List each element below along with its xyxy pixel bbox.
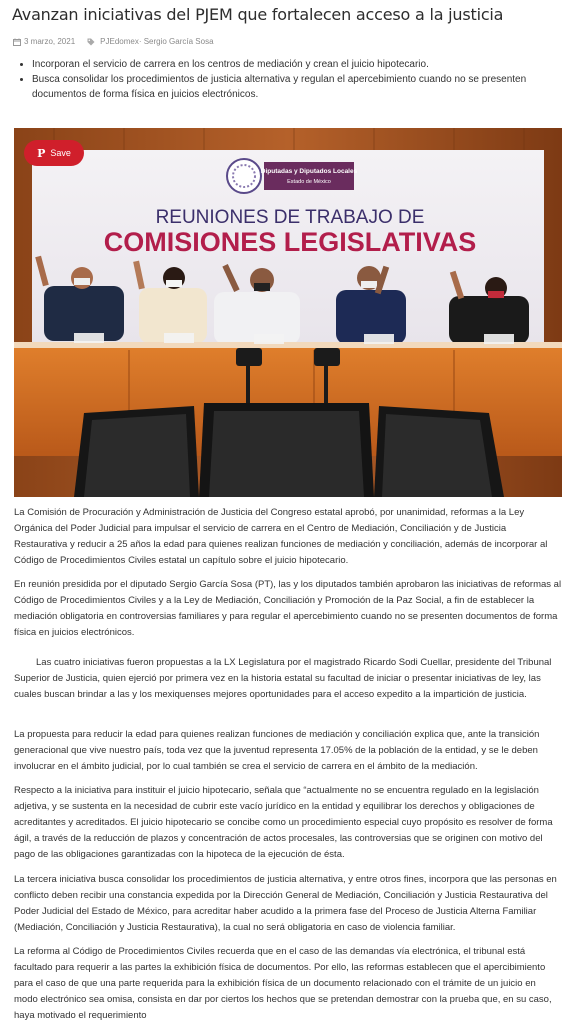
article-meta: [13, 37, 214, 46]
article-tags[interactable]: PJEdomex· Sergio García Sosa: [100, 37, 214, 46]
commission-meeting-photo: [14, 128, 562, 497]
banner-line1: REUNIONES DE TRABAJO DE: [155, 207, 425, 228]
banner-org-line2: Estado de México: [287, 179, 331, 185]
article-paragraph: La reforma al Código de Procedimientos Civiles recuerda que en el caso de las demandas vía electrónica, el tribunal está facultado para requerir a las partes la exhibición física de documentos. Por ello, las reformas establecen que el apercibimiento para el caso de que una parte requerida para la exhibición física de un documento relacionado con el trámite de un juicio en modo electrónico sea omisa, consista en dar por ciertos los hechos que se pretendan demostrar con la prueba que, en su caso, haya motivado el requerimiento: [14, 946, 552, 1021]
article-paragraph: La Comisión de Procuración y Administración de Justicia del Congreso estatal aprobó, por unanimidad, reformas a la Ley Orgánica del Poder Judicial para impulsar el servicio de carrera en el Centro de Mediación, Conciliación y de Justicia Restaurativa y reducir a 25 años la edad para quienes realizan funciones de mediación y conciliación, además de incorporar al Código de Procedimientos Civiles estatal un capítulo sobre el juicio hipotecario.: [14, 507, 548, 566]
article-date: 3 marzo, 2021: [24, 37, 76, 46]
article-paragraph: Respecto a la iniciativa para instituir el juicio hipotecario, señala que “actualmente no se encuentra regulado en la legislación adjetiva, y se sustenta en la necesidad de cubrir este vacío jurídico en la entidad y equilibrar los derechos y obligaciones de acreditantes y acreditados. El juicio hipotecario se concibe como un procedimiento especial cuyo propósito es resolver de forma ágil, a través de la reducción de plazos y concentración de actos procesales, las controversias que se originen con motivo del pago de las obligaciones garantizadas con la hipoteca de la ejecución de ésta.: [14, 785, 553, 860]
article-title: Avanzan iniciativas del PJEM que fortalecen acceso a la justicia: [12, 5, 504, 24]
article-paragraph: La propuesta para reducir la edad para quienes realizan funciones de mediación y conciliación explica que, ante la transición generacional que vive nuestro país, toda vez que la juventud representa 17.05% de la población de la entidad, y se le deben involucrar en el ámbito judicial, por lo cual también se crea el servicio de carrera en el ámbito de la mediación.: [14, 729, 540, 772]
monitor-screens: [74, 403, 504, 497]
banner-org-line1: Diputadas y Diputados Locales: [260, 168, 358, 175]
article-photo: [14, 128, 562, 497]
article-paragraph: En reunión presidida por el diputado Sergio García Sosa (PT), las y los diputados también aprobaron las iniciativas de reformas al Código de Procedimientos Civiles y a la Ley de Mediación, Conciliación y Promoción de la Paz Social, a fin de establecer la mediación obligatoria en controversias familiares y para regular el apercebimiento cuando no se presenten documentos de forma física en juicios electrónicos.: [14, 579, 562, 638]
article-paragraph: Las cuatro iniciativas fueron propuestas a la LX Legislatura por el magistrado Ricardo Sodi Cuellar, presidente del Tribunal Superior de Justicia, quien ejerció por primera vez en la historia estatal su facultad de iniciar o presentar iniciativas de ley, las cuales buscan brindar a las y los mexiquenses mejores oportunidades para el acceso expedito a la impartición de justicia.: [14, 657, 552, 700]
summary-list: [14, 57, 572, 102]
calendar-icon: [13, 38, 21, 46]
article-paragraph: La tercera iniciativa busca consolidar los procedimientos de justicia alternativa, y entre otros fines, incorpora que las personas en conflicto deben recibir una constancia expedida por la Dirección General de Mediación, Conciliación y Justicia Restaurativa del Poder Judicial del Estado de México, para acreditar haber acudido a la primera fase del Proceso de Justicia Alterna Familiar (Mediación, Conciliación y Justicia Restaurativa), la cual no será obligatoria en caso de violencia familiar.: [14, 874, 557, 933]
summary-item: • Incorporan el servicio de carrera en los centros de mediación y crean el juicio hipotecario.: [32, 57, 572, 72]
pinterest-icon: P: [37, 146, 46, 160]
pinterest-save-button[interactable]: [24, 140, 84, 166]
tag-icon: [87, 38, 95, 46]
save-label: Save: [50, 148, 71, 158]
banner-line2: COMISIONES LEGISLATIVAS: [103, 227, 477, 257]
summary-item: • Busca consolidar los procedimientos de justicia alternativa y regulan el apercebimiento cuando no se presenten documentos de forma física en juicios electrónicos.: [32, 72, 572, 102]
